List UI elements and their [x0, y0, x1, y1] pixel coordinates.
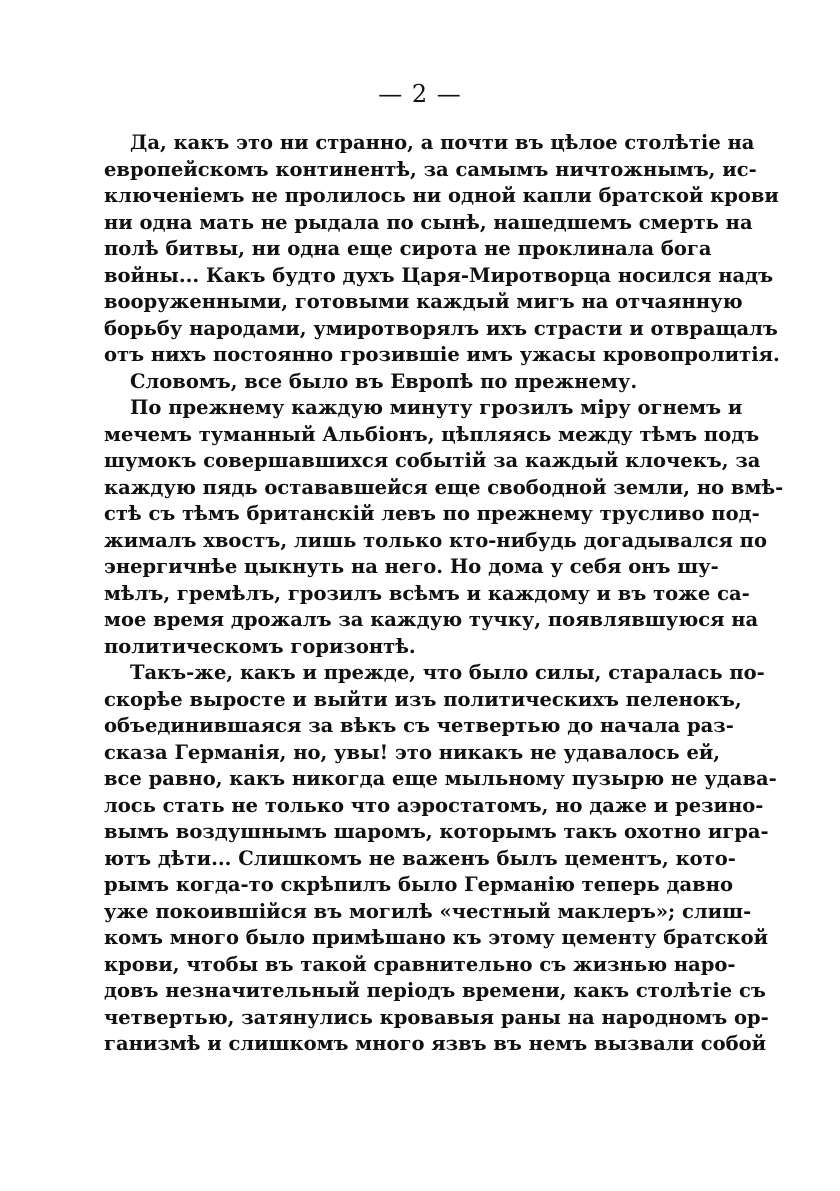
text-line: Да, какъ это ни странно, а почти въ цѣлое столѣтіе на	[130, 131, 755, 154]
text-line: борьбу народами, умиротворялъ ихъ страсти и отвращалъ	[104, 316, 778, 340]
text-line: По прежнему каждую минуту грозилъ міру огнемъ и	[130, 396, 743, 419]
text-line: ни одна мать не рыдала по сынѣ, нашедшемъ смерть на	[104, 210, 753, 234]
text-line: отъ нихъ постоянно грозившіе имъ ужасы кровопролитія.	[104, 343, 780, 366]
text-line: европейскомъ континентѣ, за самымъ ничтожнымъ, ис-	[104, 157, 757, 181]
text-line: ганизмѣ и слишкомъ много язвъ въ немъ вызвали собой	[104, 1032, 767, 1055]
text-line: крови, чтобы въ такой сравнительно съ жизнью наро-	[104, 952, 736, 976]
text-line: жималъ хвостъ, лишь только кто-нибудь догадывался по	[104, 528, 767, 552]
text-line: полѣ битвы, ни одна еще сирота не проклинала бога	[104, 237, 712, 260]
paragraph-3	[104, 395, 784, 660]
text-line: мечемъ туманный Альбіонъ, цѣпляясь между тѣмъ подъ	[104, 422, 760, 446]
text-line: все равно, какъ никогда еще мыльному пузырю не удава-	[104, 767, 777, 790]
paragraph-4	[104, 660, 777, 1058]
text-line: объединившаяся за вѣкъ съ четвертью до начала раз-	[104, 714, 734, 737]
text-line: скорѣе выросте и выйти изъ политическихъ пеленокъ,	[104, 687, 742, 711]
paragraph-2	[104, 369, 696, 396]
text-line: четвертью, затянулись кровавыя раны на народномъ ор-	[104, 1005, 769, 1029]
text-line: лось стать не только что аэростатомъ, но даже и резино-	[104, 793, 764, 817]
text-line: мѣлъ, гремѣлъ, грозилъ всѣмъ и каждому и въ тоже са-	[104, 581, 750, 605]
text-line: каждую пядь остававшейся еще свободной земли, но вмѣ-	[104, 475, 784, 499]
text-line: рымъ когда-то скрѣпилъ было Германію теперь давно	[104, 873, 733, 896]
page-number: — 2 —	[378, 80, 462, 108]
text-line: политическомъ горизонтѣ.	[104, 634, 416, 658]
text-line: мое время дрожалъ за каждую тучку, появлявшуюся на	[104, 608, 759, 631]
text-line: Такъ-же, какъ и прежде, что было силы, старалась по-	[130, 661, 765, 684]
text-line: шумокъ совершавшихся событій за каждый клочекъ, за	[104, 449, 761, 472]
text-line: ключеніемъ не пролилось ни одной капли братской крови	[104, 184, 779, 207]
text-line: довъ незначительный періодъ времени, какъ столѣтіе съ	[104, 979, 766, 1002]
text-line: стѣ съ тѣмъ британскій левъ по прежнему трусливо под-	[104, 502, 760, 525]
text-line: энергичнѣе цыкнуть на него. Но дома у себя онъ шу-	[104, 555, 719, 578]
text-line: сказа Германія, но, увы! это никакъ не удавалось ей,	[104, 740, 721, 764]
text-line: Словомъ, все было въ Европѣ по прежнему.	[130, 369, 638, 393]
paragraph-1	[104, 130, 780, 369]
text-line: ютъ дѣти... Слишкомъ не важенъ былъ цементъ, кото-	[104, 846, 736, 870]
text-line: уже покоившійся въ могилѣ «честный маклеръ»; слиш-	[104, 899, 752, 923]
body-text	[104, 130, 784, 1058]
text-line: вооруженными, готовыми каждый мигъ на отчаянную	[104, 290, 743, 313]
text-line: войны... Какъ будто духъ Царя-Миротворца носился надъ	[104, 263, 774, 287]
text-line: комъ много было примѣшано къ этому цементу братской	[104, 926, 769, 949]
text-line: вымъ воздушнымъ шаромъ, которымъ такъ охотно игра-	[104, 820, 769, 843]
